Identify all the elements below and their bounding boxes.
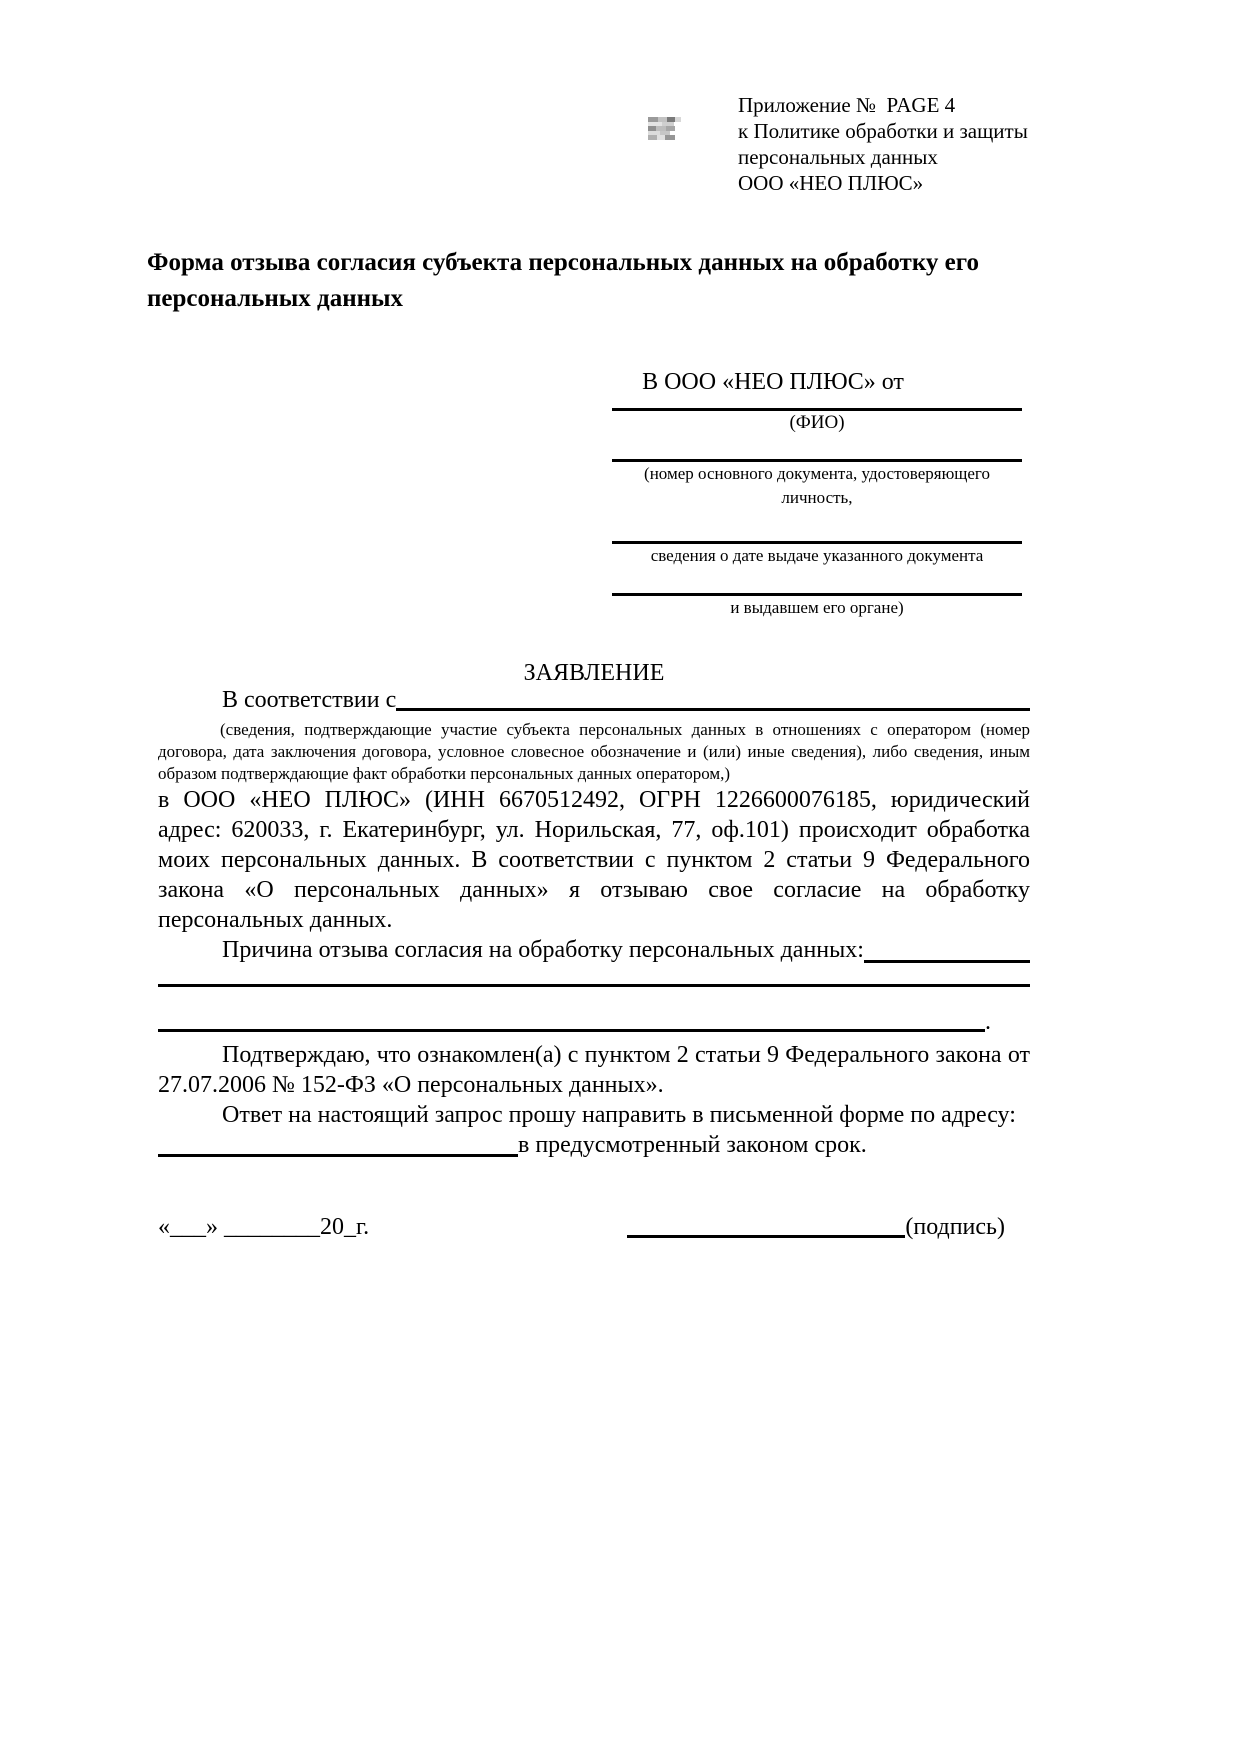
pixel-artifact-icon xyxy=(648,117,681,144)
statement-heading: ЗАЯВЛЕНИЕ xyxy=(523,660,665,686)
issuing-authority-caption: и выдавшем его органе) xyxy=(730,598,904,617)
reason-row xyxy=(158,935,1030,965)
header-line: персональных данных xyxy=(738,145,938,169)
header-line: к Политике обработки и защиты xyxy=(738,119,1028,143)
doc-number-caption: (номер основного документа, удостоверяющего личность, xyxy=(644,464,990,507)
signature-blank-line xyxy=(627,1235,905,1238)
accordance-blank-line xyxy=(396,708,1030,711)
reason-continuation-line-2 xyxy=(158,1009,1030,1035)
main-paragraph: в ООО «НЕО ПЛЮС» (ИНН 6670512492, ОГРН 1226600076185, юридический адрес: 620033, г. Екатеринбург, ул. Норильская, 77, оф.101) происходит обработка моих персональных данных. В соответствии с пунктом 2 статьи 9 Федерального закона «О персональных данных» я отзываю свое согласие на обработку персональных данных. xyxy=(158,787,1030,933)
footer-row xyxy=(158,1212,1030,1242)
reply-suffix: в предусмотренный законом срок. xyxy=(518,1132,867,1158)
accordance-prefix: В соответствии с xyxy=(222,687,397,713)
fio-caption: (ФИО) xyxy=(789,412,845,433)
reply-address-row xyxy=(158,1130,1030,1160)
header-line: ООО «НЕО ПЛЮС» xyxy=(738,171,924,195)
header-block xyxy=(738,92,1028,196)
addressee-block xyxy=(612,370,1022,620)
document-title: Форма отзыва согласия субъекта персональных данных на обработку его персональных данных xyxy=(147,249,979,312)
reason-continuation-blank xyxy=(158,1029,985,1032)
header-line: Приложение № PAGE 4 xyxy=(738,93,956,117)
addressee-to-line: В ООО «НЕО ПЛЮС» от xyxy=(642,369,904,395)
reply-address-blank-line xyxy=(158,1154,518,1157)
issue-date-caption: сведения о дате выдаче указанного документа xyxy=(650,546,984,565)
date-line: «___» ________20_г. xyxy=(158,1214,370,1240)
legal-basis-fine-print: (сведения, подтверждающие участие субъекта персональных данных в отношениях с оператором (номер договора, дата заключения договора, условное словесное обозначение и (или) иные сведения), либо сведения, иным образом подтверждающие факт обработки персональных данных оператором,) xyxy=(158,720,1030,783)
confirmation-paragraph: Подтверждаю, что ознакомлен(а) с пунктом 2 статьи 9 Федерального закона от 27.07.2006 № 152-ФЗ «О персональных данных». xyxy=(158,1042,1030,1098)
reason-prefix: Причина отзыва согласия на обработку персональных данных: xyxy=(222,937,864,963)
reason-line-period: . xyxy=(985,1009,991,1035)
reason-continuation-line-1 xyxy=(158,984,1030,987)
accordance-row xyxy=(158,688,1030,713)
signature-group xyxy=(627,1212,1005,1242)
reply-request-paragraph: Ответ на настоящий запрос прошу направить в письменной форме по адресу: xyxy=(222,1102,1016,1128)
signature-caption: (подпись) xyxy=(905,1214,1005,1240)
reason-blank-line xyxy=(864,960,1030,963)
